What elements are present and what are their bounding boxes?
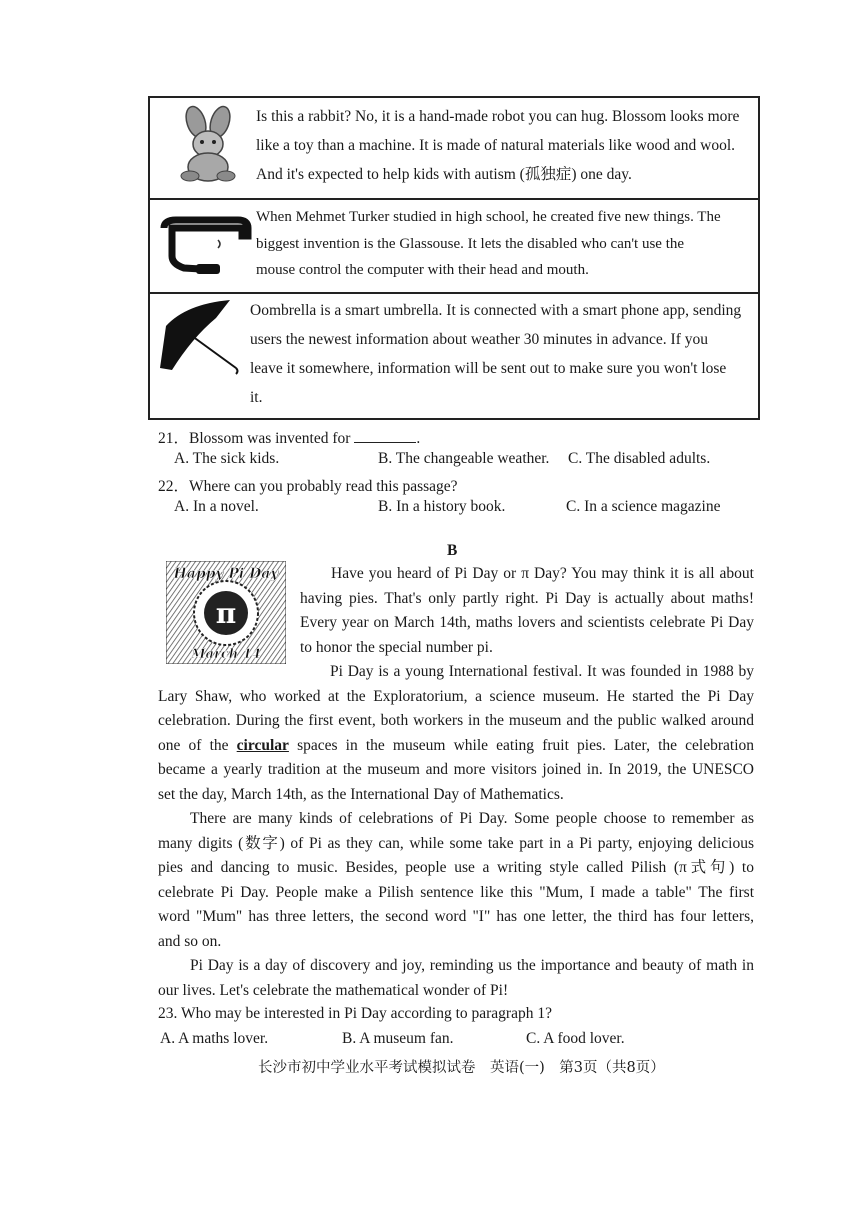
pi-day-date-text: March 14: [191, 647, 261, 662]
rabbit-robot-icon: [168, 104, 248, 184]
paragraph-1: Have you heard of Pi Day or π Day? You may think it is all about having pies. That's only partly right. Pi Day is actually about maths! Every year on March 14th, maths lovers and scientists celebrate Pi Day to honor the special number pi.: [300, 565, 754, 656]
headset-icon: [158, 214, 254, 280]
q22-option-c[interactable]: C. In a science magazine: [566, 498, 721, 515]
pi-symbol: π: [215, 597, 237, 630]
q21-option-a[interactable]: A. The sick kids.: [174, 450, 280, 467]
answer-blank[interactable]: [354, 430, 416, 443]
invention-row-blossom: [150, 98, 758, 200]
question-23: 23. Who may be interested in Pi Day according to paragraph 1?: [158, 1005, 552, 1022]
invention-text-glassouse: When Mehmet Turker studied in high school, he created five new things. The biggest invention is the Glassouse. It lets the disabled who can't use the mouse control the computer with their head and mouth.: [256, 209, 721, 278]
section-heading: B: [447, 542, 458, 559]
invention-text-blossom: Is this a rabbit? No, it is a hand-made robot you can hug. Blossom looks more like a toy than a machine. It is made of natural materials like wood and wool. And it's expected to help kids with autism (孤独症) one day.: [256, 108, 740, 183]
q22-option-a[interactable]: A. In a novel.: [174, 498, 259, 515]
inventions-table: [148, 96, 760, 420]
underlined-word: circular: [236, 736, 289, 754]
q21-option-b[interactable]: B. The changeable weather.: [378, 450, 550, 467]
question-21: 21．Blossom was invented for .: [158, 430, 421, 447]
page-footer: 长沙市初中学业水平考试模拟试卷 英语(一) 第3页（共8页）: [258, 1060, 665, 1076]
q23-option-c[interactable]: C. A food lover.: [526, 1030, 625, 1047]
paragraph-4: Pi Day is a day of discovery and joy, reminding us the importance and beauty of math in our lives. Let's celebrate the mathematical wonder of Pi!: [158, 957, 754, 999]
invention-text-oombrella: Oombrella is a smart umbrella. It is connected with a smart phone app, sending users the newest information about weather 30 minutes in advance. If you leave it somewhere, information will be sent out to make sure you won't lose it.: [250, 302, 742, 406]
q23-option-a[interactable]: A. A maths lover.: [160, 1030, 269, 1047]
pi-day-banner-text: Happy Pi Day: [173, 566, 279, 582]
paragraph-2: Pi Day is a young International festival. It was founded in 1988 by Lary Shaw, who worked at the Exploratorium, a science museum. He started the Pi Day celebration. During the first event, both workers in the museum and the public walked around one of the circular spaces in the museum while eating fruit pies. Later, the celebration became a yearly tradition at the museum and more visitors joined in. In 2019, the UNESCO set the day, March 14th, as the International Day of Mathematics.: [158, 663, 755, 803]
invention-row-glassouse: [150, 200, 758, 294]
pi-day-picture: [166, 561, 286, 664]
umbrella-icon: [156, 298, 246, 388]
q21-option-c[interactable]: C. The disabled adults.: [568, 450, 711, 467]
q23-option-b[interactable]: B. A museum fan.: [342, 1030, 454, 1047]
invention-row-oombrella: [150, 294, 758, 418]
question-22: 22．Where can you probably read this passage?: [158, 478, 458, 495]
paragraph-3: There are many kinds of celebrations of Pi Day. Some people choose to remember as many digits (数字) of Pi as they can, while some take part in a Pi party, enjoying delicious pies and dancing to music. Besides, people use a writing style called Pilish (π式句) to celebrate Pi Day. People make a Pilish sentence like this "Mum, I made a table" The first word "Mum" has three letters, the second word "I" has one letter, the third has four letters, and so on.: [158, 810, 754, 950]
q22-option-b[interactable]: B. In a history book.: [378, 498, 506, 515]
